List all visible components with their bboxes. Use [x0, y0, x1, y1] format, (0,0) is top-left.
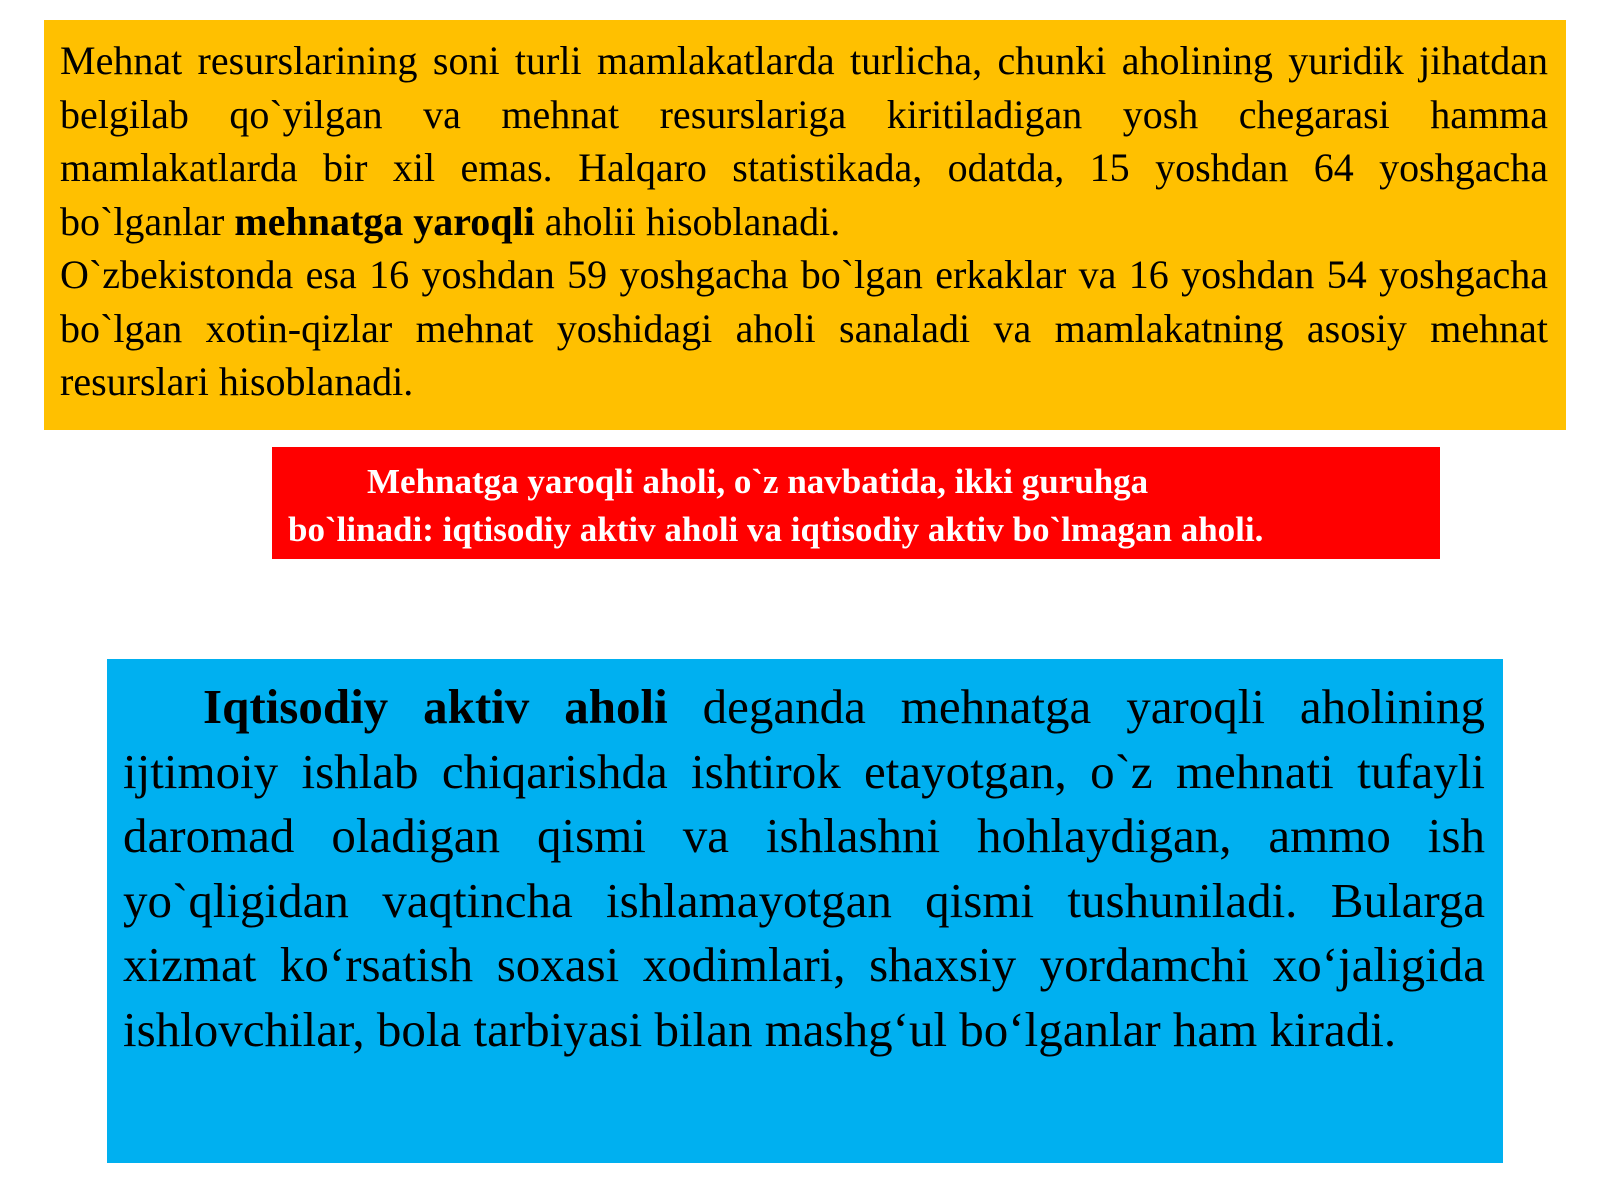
blue-definition-box	[107, 659, 1503, 1163]
yellow-p1-text-before: Mehnat resurslarining soni turli mamlakatlarda turlicha, chunki aholining yuridik jihatdan belgilab qo`yilgan va mehnat resurslariga kiritiladigan yosh chegarasi hamma mamlakatlarda bir xil emas. Halqaro statistikada, odatda, 15 yoshdan 64 yoshgacha bo`lganlar	[60, 38, 1548, 244]
red-line-1: Mehnatga yaroqli aholi, o`z navbatida, ikki guruhga	[367, 462, 1149, 501]
yellow-p1-text-after: aholii hisoblanadi.	[534, 198, 841, 244]
blue-definition-text: deganda mehnatga yaroqli aholining ijtimoiy ishlab chiqarishda ishtirok etayotgan, o`z mehnati tufayli daromad oladigan qismi va ishlashni hohlaydigan, ammo ish yo`qligidan vaqtincha ishlamayotgan qismi tushuniladi. Bularga xizmat ko‘rsatish soxasi xodimlari, shaxsiy yordamchi xo‘jaligida ishlovchilar, bola tarbiyasi bilan mashg‘ul bo‘lganlar ham kiradi.	[123, 679, 1485, 1057]
red-line-2: bo`linadi: iqtisodiy aktiv aholi va iqtisodiy aktiv bo`lmagan aholi.	[288, 510, 1264, 549]
red-highlight-box	[272, 447, 1440, 559]
yellow-paragraph-1	[60, 34, 1548, 248]
blue-paragraph	[123, 675, 1485, 1062]
yellow-info-box	[44, 20, 1566, 430]
yellow-p1-bold-term: mehnatga yaroqli	[234, 198, 535, 244]
blue-bold-term: Iqtisodiy aktiv aholi	[203, 679, 668, 734]
yellow-paragraph-2: O`zbekistonda esa 16 yoshdan 59 yoshgacha bo`lgan erkaklar va 16 yoshdan 54 yoshgacha bo`lgan xotin-qizlar mehnat yoshidagi aholi sanaladi va mamlakatning asosiy mehnat resurslari hisoblanadi.	[60, 252, 1548, 404]
